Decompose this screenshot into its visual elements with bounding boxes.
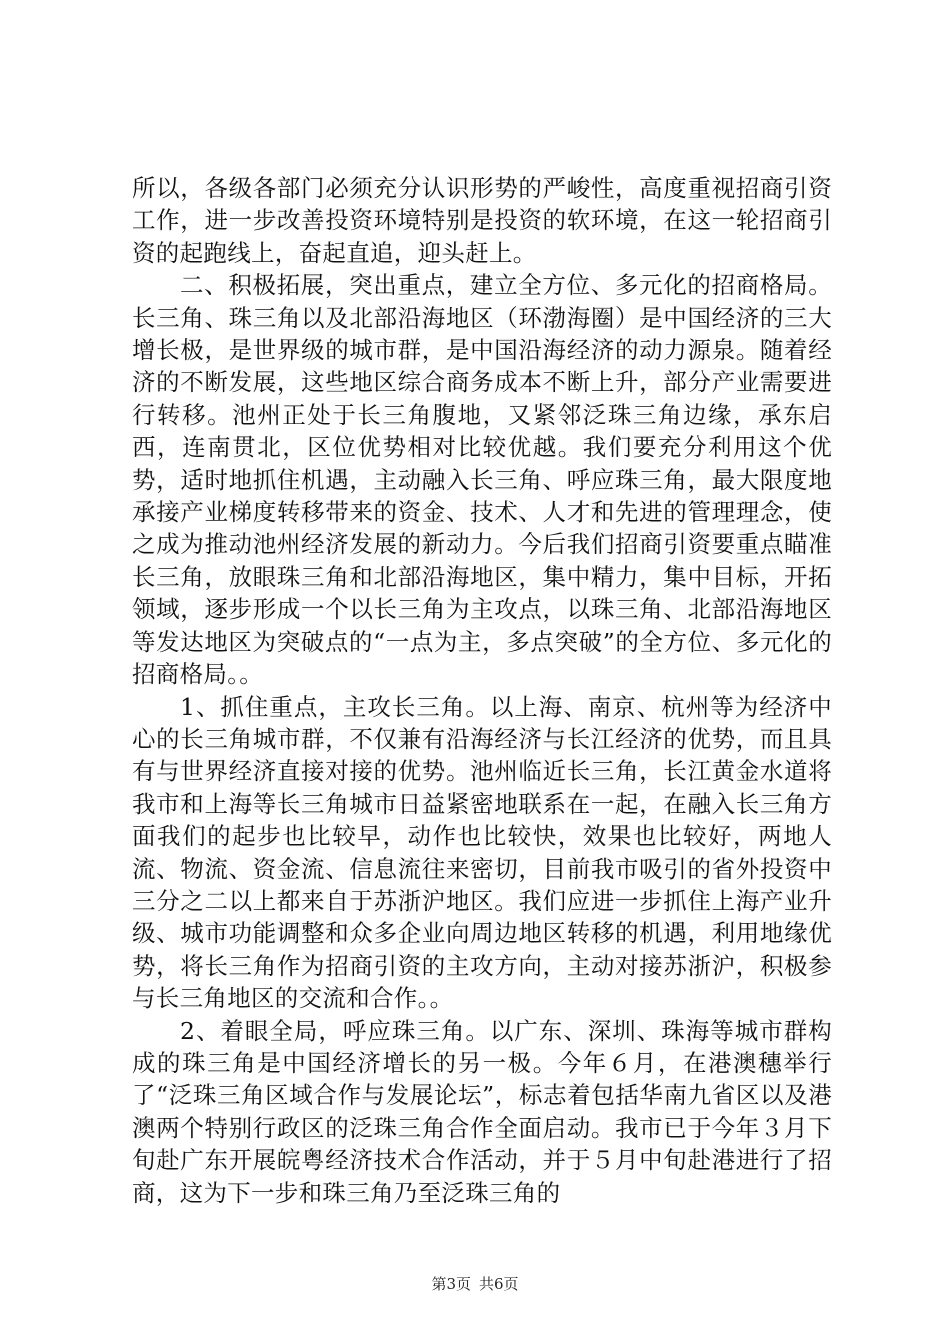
page-footer [0,1274,950,1294]
document-body [132,172,832,1209]
page-total: 共6页 [479,1275,519,1293]
paragraph-section-two: 二、积极拓展，突出重点，建立全方位、多元化的招商格局。长三角、珠三角以及北部沿海地区（环渤海圈）是中国经济的三大增长极，是世界级的城市群，是中国沿海经济的动力源泉。随着经济的不断发展，这些地区综合商务成本不断上升，部分产业需要进行转移。池州正处于长三角腹地，又紧邻泛珠三角边缘，承东启西，连南贯北，区位优势相对比较优越。我们要充分利用这个优势，适时地抓住机遇，主动融入长三角、呼应珠三角，最大限度地承接产业梯度转移带来的资金、技术、人才和先进的管理理念，使之成为推动池州经济发展的新动力。今后我们招商引资要重点瞄准长三角，放眼珠三角和北部沿海地区，集中精力，集中目标，开拓领域，逐步形成一个以长三角为主攻点，以珠三角、北部沿海地区等发达地区为突破点的“一点为主，多点突破”的全方位、多元化的招商格局。。 [132,271,832,689]
paragraph-continuation: 所以，各级各部门必须充分认识形势的严峻性，高度重视招商引资工作，进一步改善投资环境特别是投资的软环境，在这一轮招商引资的起跑线上，奋起直追，迎头赶上。 [132,174,832,267]
page-number: 第3页 [431,1275,471,1293]
paragraph-point-one: 1、抓住重点，主攻长三角。以上海、南京、杭州等为经济中心的长三角城市群，不仅兼有沿海经济与长江经济的优势，而且具有与世界经济直接对接的优势。池州临近长三角，长江黄金水道将我市和上海等长三角城市日益紧密地联系在一起，在融入长三角方面我们的起步也比较早，动作也比较快，效果也比较好，两地人流、物流、资金流、信息流往来密切，目前我市吸引的省外投资中三分之二以上都来自于苏浙沪地区。我们应进一步抓住上海产业升级、城市功能调整和众多企业向周边地区转移的机遇，利用地缘优势，将长三角作为招商引资的主攻方向，主动对接苏浙沪，积极参与长三角地区的交流和合作。。 [132,692,832,1013]
paragraph-point-two: 2、着眼全局，呼应珠三角。以广东、深圳、珠海等城市群构成的珠三角是中国经济增长的另一极。今年６月，在港澳穗举行了“泛珠三角区域合作与发展论坛”，标志着包括华南九省区以及港澳两个特别行政区的泛珠三角合作全面启动。我市已于今年３月下旬赴广东开展皖粤经济技术合作活动，并于５月中旬赴港进行了招商，这为下一步和珠三角乃至泛珠三角的 [132,1016,832,1207]
